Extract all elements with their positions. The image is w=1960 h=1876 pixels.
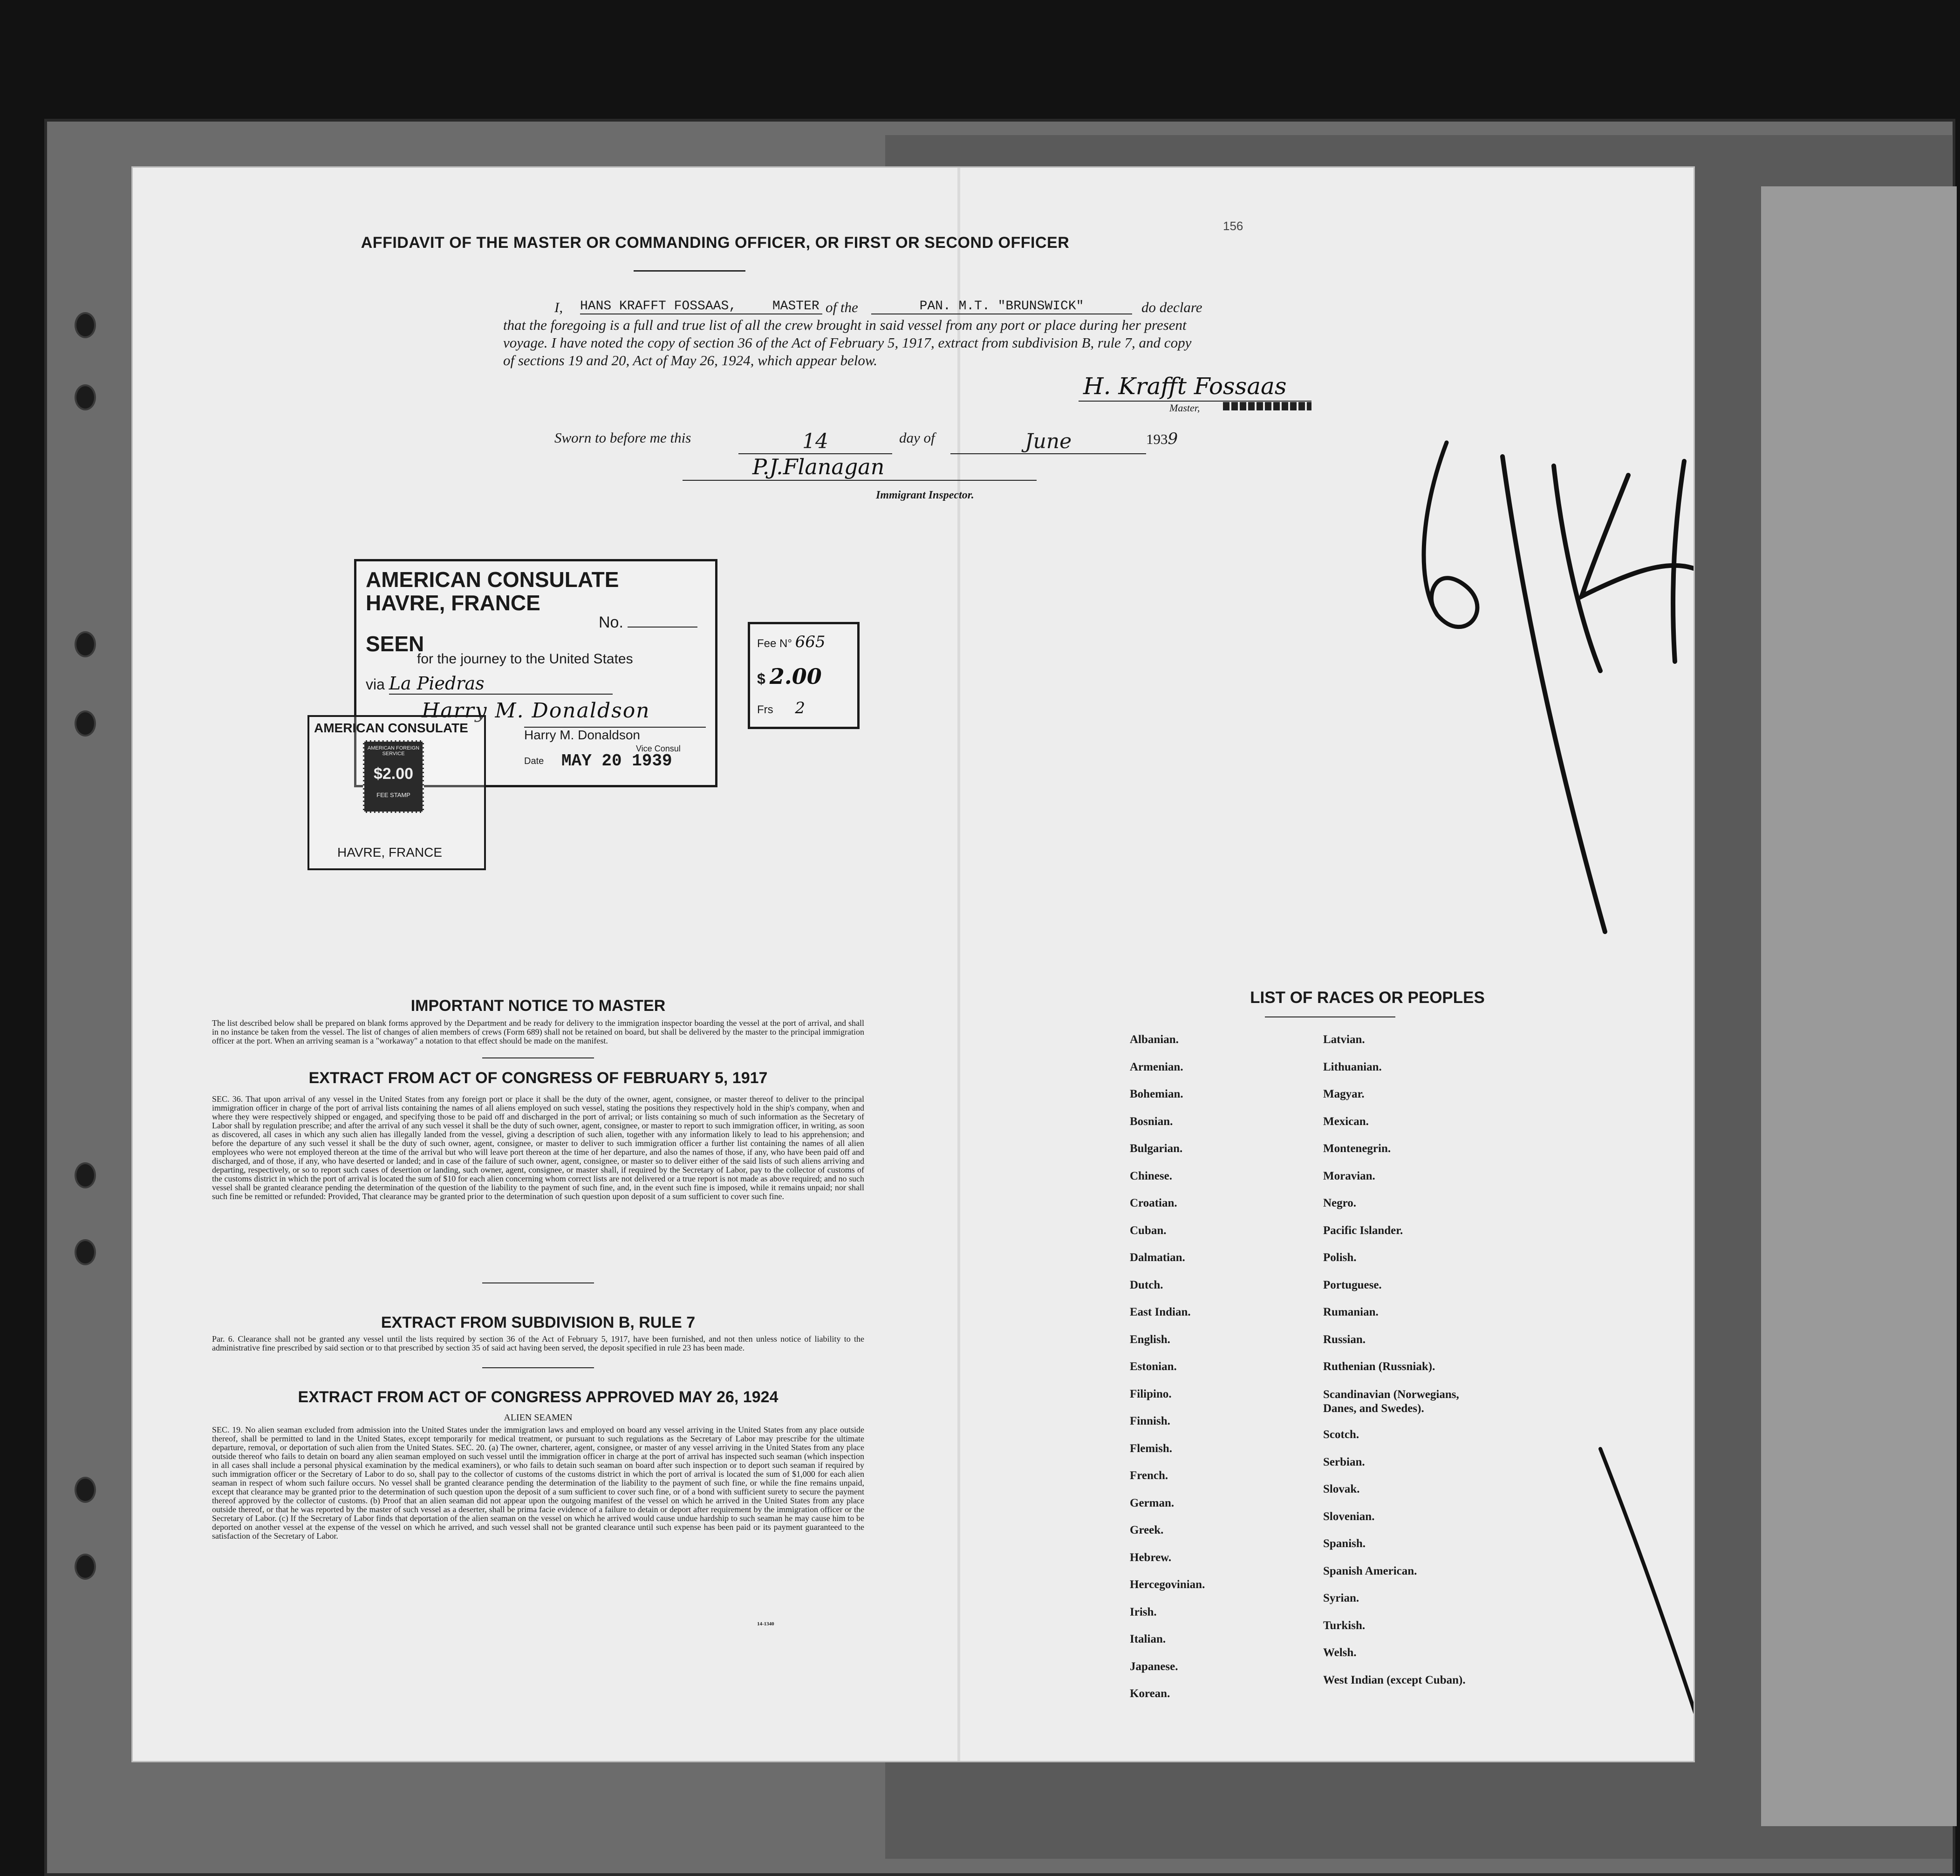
stamp-no-label: No. (599, 614, 623, 631)
extract3-title: EXTRACT FROM ACT OF CONGRESS APPROVED MAY 26, 1924 (298, 1388, 779, 1406)
stamp-date: MAY 20 1939 (561, 751, 672, 771)
race-item: Spanish American. (1323, 1564, 1417, 1577)
race-item: Bosnian. (1130, 1115, 1173, 1128)
race-item: German. (1130, 1496, 1175, 1509)
form-number: 14-1340 (757, 1621, 774, 1627)
sworn-month: June (1024, 430, 1072, 453)
race-item: Estonian. (1130, 1360, 1177, 1373)
inspector-signature: P.J.Flanagan (752, 454, 885, 479)
inspector-rule (683, 480, 1037, 481)
race-item: Latvian. (1323, 1033, 1365, 1046)
master-name-text: HANS KRAFFT FOSSAAS, (580, 299, 737, 314)
sworn-day-field (738, 430, 892, 454)
race-item: Cuban. (1130, 1224, 1167, 1237)
fee-box (748, 622, 860, 729)
pencil-stroke (1586, 1439, 1694, 1761)
race-item: Spanish. (1323, 1537, 1366, 1550)
consulate-seal-stamp (307, 715, 486, 870)
stamp-via-value: La Piedras (389, 673, 613, 695)
seal-top: AMERICAN CONSULATE (314, 721, 468, 735)
sworn-month-field (950, 430, 1146, 454)
extract3-subtitle: ALIEN SEAMEN (504, 1412, 573, 1423)
consul-title: Vice Consul (636, 744, 681, 753)
fee-stamp-icon (363, 740, 424, 813)
stamp-number (599, 614, 697, 632)
seal-bottom: HAVRE, FRANCE (337, 845, 443, 860)
race-item: Hebrew. (1130, 1551, 1172, 1564)
race-item: Irish. (1130, 1605, 1157, 1618)
stamp-date-label: Date (524, 756, 544, 766)
fee-frs-value: 2 (795, 699, 805, 717)
stamp-via-label: via (366, 676, 385, 693)
consul-name: Harry M. Donaldson (524, 727, 706, 743)
fee-stamp-top: AMERICAN FOREIGN SERVICE (367, 745, 420, 757)
fee-stamp-bottom: FEE STAMP (376, 791, 410, 798)
master-signature: H. Krafft Fossaas (1083, 373, 1287, 400)
extract3-body: SEC. 19. No alien seaman excluded from admission into the United States under the immigration laws and employed on board any vessel arriving in the United States from any place outside thereof, shall be permitted to land in the United States, except temporarily for medical treatment, or pursuant to such regulations as the Secretary of Labor may prescribe for the ultimate departure, removal, or deportation of such alien from the United States. SEC. 20. (a) The owner, charterer, agent, consignee, or master of any vessel arriving in the United States from any place outside thereof who fails to detain on board any alien seaman employed on such vessel until the immigration officer in charge at the port of arrival has inspected such seaman (which inspection in all cases shall include a personal physical examination by the medical examiners), or who fails to detain such seaman on board after such inspection or to deport such seaman if required by such immigration officer or the Secretary of Labor to do so, shall pay to the collector of customs of the customs district in which the port of arrival is located the sum of $1,000 for each alien seaman in respect of whom such failure occurs. No vessel shall be granted clearance pending the determination of the liability to the payment of such fine, or while the fine remains unpaid, except that clearance may be granted prior to the determination of such question upon the deposit of a sum sufficient to cover such fine, or of a bond with sufficient surety to secure the payment thereof approved by the collector of customs. (b) Proof that an alien seaman did not appear upon the outgoing manifest of the vessel on which he arrived in the United States from any place outside thereof, or that he was reported by the master of such vessel as a deserter, shall be prima facie evidence of a failure to detain or deport after requirement by the immigration officer or the Secretary of Labor. (c) If the Secretary of Labor finds that deportation of the alien seaman on the vessel on which he arrived would cause undue hardship to such seaman he may cause him to be deported on another vessel at the expense of the vessel on which he arrived, and such vessel shall not be granted clearance until such expense has been paid or its payment guaranteed to the satisfaction of the Secretary of Labor. (212, 1425, 864, 1541)
intro-i: I, (554, 299, 563, 315)
race-item: Russian. (1323, 1333, 1366, 1346)
notice-rule (482, 1057, 594, 1058)
of-the-label: of the (826, 299, 858, 315)
struck-out-text (1223, 402, 1311, 410)
race-item: Scandinavian (Norwegians, Danes, and Swedes). (1323, 1388, 1459, 1415)
fee-amount (757, 664, 822, 689)
affidavit-line-2: that the foregoing is a full and true list of all the crew brought in said vessel from any port or place during her present (503, 317, 1187, 333)
race-item: Pacific Islander. (1323, 1224, 1403, 1237)
races-rule (1265, 1016, 1395, 1017)
corner-number: 156 (1223, 219, 1243, 233)
race-item: Bohemian. (1130, 1088, 1183, 1100)
fee-no-value: 665 (795, 633, 826, 651)
race-item: Mexican. (1323, 1115, 1369, 1128)
race-item: Japanese. (1130, 1660, 1178, 1673)
extract1-body: SEC. 36. That upon arrival of any vessel in the United States from any foreign port or place it shall be the duty of the owner, agent, consignee, or master thereof to deliver to the principal immigration officer in charge of the port of arrival lists containing the names of all aliens employed on such vessel, stating the positions they respectively hold in the ship's company, when and where they were respectively shipped or engaged, and specifying those to be paid off and discharged in the port of arrival; or lists containing so much of such information as the Secretary of Labor shall by regulation prescribe; and after the arrival of any such vessel it shall be the duty of such owner, agent, consignee, or master to report to such immigration officer, in writing, as soon as discovered, all cases in which any such alien has illegally landed from the vessel, giving a description of such alien, together with any information likely to lead to his apprehension; and before the departure of any such vessel it shall be the duty of such owner, agent, consignee, or master to deliver to such immigration officer a further list containing the names of all alien employees who were not employed thereon at the time of the arrival but who will leave port thereon at the time of her departure, and also the names of those, if any, who have been paid off and discharged, and of those, if any, who have deserted or landed; and in case of the failure of such owner, agent, consignee, or master so to deliver either of the said lists of such aliens arriving and departing, respectively, or so to report such cases of desertion or landing, such owner, agent, consignee, or master shall, if required by the Secretary of Labor, pay to the collector of customs of the customs district in which the port of arrival is located the sum of $10 for each alien concerning whom correct lists are not delivered or a true report is not made as above required; and no such vessel shall be granted clearance pending the determination of the question of the liability to the payment of such fine, and, in the event such fine is imposed, while it remains unpaid; nor shall such fine be remitted or refunded: Provided, That clearance may be granted prior to the determination of such question upon deposit of a sum sufficient to cover such fine. (212, 1094, 864, 1201)
race-item: English. (1130, 1333, 1170, 1346)
race-item: Slovak. (1323, 1483, 1360, 1496)
race-item: Rumanian. (1323, 1306, 1379, 1318)
binder-hole (75, 384, 96, 410)
fee-no-label: Fee N° (757, 637, 792, 650)
fee-amount-label: $ (757, 670, 765, 687)
extract2-body: Par. 6. Clearance shall not be granted any vessel until the lists required by section 36 of the Act of February 5, 1917, have been furnished, and not then unless notice of liability to the administrative fine prescribed by said section or to that prescribed by section 35 of said act having been served, the deposit specified in rule 23 has been made. (212, 1334, 864, 1352)
race-item: Polish. (1323, 1251, 1357, 1264)
stamp-line-1: AMERICAN CONSULATE (366, 567, 619, 592)
signature-rule (1079, 401, 1311, 402)
race-item: Croatian. (1130, 1197, 1177, 1209)
affidavit-title: AFFIDAVIT OF THE MASTER OR COMMANDING OFFICER, OR FIRST OR SECOND OFFICER (361, 234, 1070, 252)
races-title: LIST OF RACES OR PEOPLES (1250, 989, 1485, 1007)
year-prefix: 193 (1146, 431, 1168, 447)
page-fold (957, 168, 960, 1761)
race-item: Syrian. (1323, 1592, 1359, 1605)
sworn-day: 14 (802, 430, 828, 453)
inspector-label: Immigrant Inspector. (876, 489, 974, 501)
race-item: Welsh. (1323, 1646, 1357, 1659)
race-item: Lithuanian. (1323, 1060, 1382, 1073)
race-item: Armenian. (1130, 1060, 1183, 1073)
race-item: Hercegovinian. (1130, 1578, 1205, 1591)
notice-title: IMPORTANT NOTICE TO MASTER (410, 997, 666, 1015)
binder-hole (75, 1162, 96, 1188)
notice-body: The list described below shall be prepared on blank forms approved by the Department and be ready for delivery to the immigration inspector boarding the vessel at the port of arrival, and shall in no instance be taken from the vessel. The list of changes of alien members of crews (Form 689) shall not be retained on board, but shall be delivered by the master to the principal immigration officer at the port. When an arriving seaman is a "workaway" a notation to that effect should be made on the manifest. (212, 1018, 864, 1045)
race-item: Finnish. (1130, 1415, 1170, 1427)
race-item: Dalmatian. (1130, 1251, 1185, 1264)
affidavit-line-4: of sections 19 and 20, Act of May 26, 1924, which appear below. (503, 352, 878, 368)
fee-stamp-value: $2.00 (373, 765, 414, 783)
master-name (580, 299, 822, 314)
handwritten-number (1386, 429, 1694, 978)
race-item: Serbian. (1323, 1455, 1365, 1468)
binder-hole (75, 1239, 96, 1265)
race-item: Slovenian. (1323, 1510, 1375, 1523)
stamp-via (366, 673, 613, 695)
stamp-no-value (628, 627, 697, 628)
title-rule (634, 270, 745, 272)
race-item: Dutch. (1130, 1278, 1163, 1291)
stamp-seen: SEEN (366, 632, 424, 656)
day-of-label: day of (899, 430, 935, 446)
race-item: Moravian. (1323, 1169, 1375, 1182)
race-item: Portuguese. (1323, 1278, 1382, 1291)
race-item: Bulgarian. (1130, 1142, 1183, 1155)
vessel-name: PAN. M.T. "BRUNSWICK" (871, 299, 1132, 314)
race-item: Ruthenian (Russniak). (1323, 1360, 1435, 1373)
race-item: East Indian. (1130, 1306, 1191, 1318)
binder-hole (75, 1477, 96, 1503)
binder-hole (75, 710, 96, 737)
fee-frs-label: Frs (757, 703, 773, 716)
underlying-sheet-edge (1761, 186, 1957, 1826)
race-item: Flemish. (1130, 1442, 1172, 1455)
race-item: Korean. (1130, 1687, 1170, 1700)
consul-signature: Harry M. Donaldson (422, 699, 650, 723)
race-item: Negro. (1323, 1197, 1357, 1209)
binder-hole (75, 1554, 96, 1580)
declare-label: do declare (1141, 299, 1202, 315)
race-item: Italian. (1130, 1633, 1166, 1645)
affidavit-line-3: voyage. I have noted the copy of section 36 of the Act of February 5, 1917, extract from subdivision B, rule 7, and copy (503, 334, 1192, 351)
race-item: Turkish. (1323, 1619, 1366, 1632)
race-item: West Indian (except Cuban). (1323, 1673, 1466, 1686)
fee-amount-value: 2.00 (769, 664, 822, 689)
binder-hole (75, 312, 96, 338)
race-item: Filipino. (1130, 1387, 1172, 1400)
race-item: Greek. (1130, 1524, 1164, 1536)
stamp-journey: for the journey to the United States (417, 651, 633, 667)
extract2-title: EXTRACT FROM SUBDIVISION B, RULE 7 (381, 1314, 696, 1331)
race-item: French. (1130, 1469, 1168, 1482)
fee-frs (757, 699, 805, 717)
race-item: Albanian. (1130, 1033, 1179, 1046)
race-item: Scotch. (1323, 1428, 1359, 1441)
stamp-line-2: HAVRE, FRANCE (366, 591, 540, 615)
year-suffix: 9 (1168, 430, 1178, 448)
race-item: Montenegrin. (1323, 1142, 1391, 1155)
sworn-prefix: Sworn to before me this (554, 430, 691, 446)
binder-hole (75, 631, 96, 657)
extract1-title: EXTRACT FROM ACT OF CONGRESS OF FEBRUARY 5, 1917 (308, 1069, 768, 1087)
race-item: Magyar. (1323, 1088, 1365, 1100)
master-label: Master, (1169, 402, 1200, 414)
master-rank: MASTER (772, 299, 820, 314)
fee-no (757, 633, 826, 651)
sworn-year (1146, 430, 1178, 448)
extract2-rule (482, 1367, 594, 1368)
race-item: Chinese. (1130, 1169, 1172, 1182)
affidavit-page (133, 168, 1694, 1761)
